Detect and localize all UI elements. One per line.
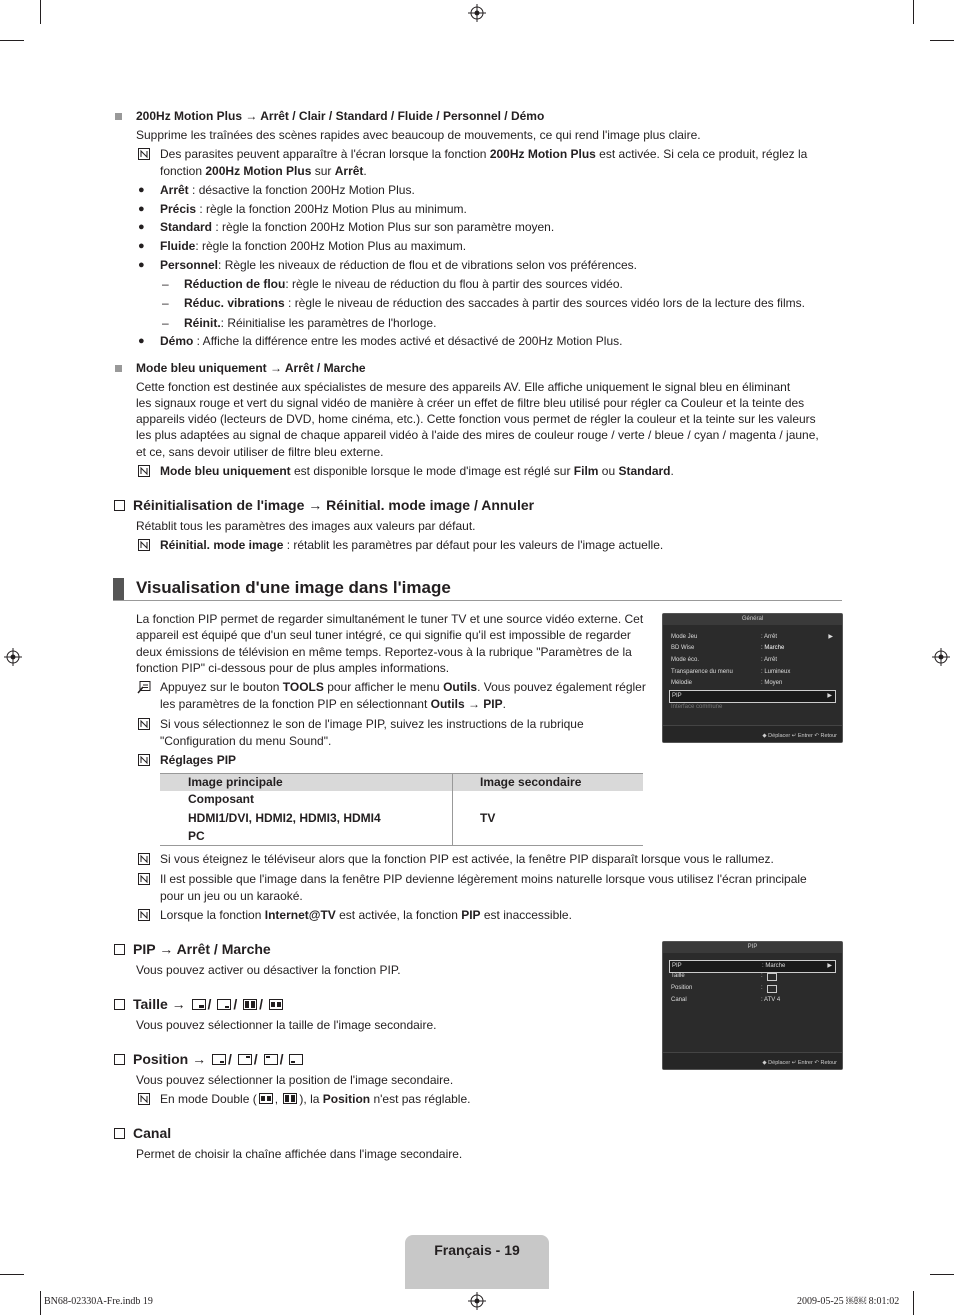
- table-divider: [452, 773, 453, 846]
- position-icon: [767, 985, 777, 993]
- dash-icon: –: [162, 296, 169, 310]
- note-icon: [138, 754, 150, 766]
- list-subitem: Réinit.: Réinitialise les paramètres de l'horloge.: [184, 316, 437, 330]
- note-icon: [138, 853, 150, 865]
- paragraph: et ce, sans devoir utiliser de filtre bleu externe.: [136, 445, 384, 459]
- note-text: Réinitial. mode image : rétablit les paramètres par défaut pour les valeurs de l'image actuelle.: [160, 538, 664, 552]
- dash-icon: –: [162, 277, 169, 291]
- list-item: Démo : Affiche la différence entre les modes activé et désactivé de 200Hz Motion Plus.: [160, 334, 623, 348]
- size-medium-icon: [217, 999, 231, 1010]
- menu-row: Mélodie : Moyen: [671, 680, 783, 686]
- position-bottom-right-icon: [212, 1054, 226, 1065]
- checkbox-icon: [114, 500, 125, 511]
- section-title-blue-mode: Mode bleu uniquement → Arrêt / Marche: [136, 361, 366, 375]
- note-text: pour un jeu ou un karaoké.: [160, 889, 303, 903]
- paragraph: les signaux rouge et vert du signal vidéo de manière à créer un effet de filtre bleu utilisé pour régler ca Couleur et la teinte des: [136, 396, 805, 410]
- menu-row: Interface commune: [671, 704, 723, 710]
- menu-row: Mode Jeu : Arrêt ▶: [669, 632, 836, 643]
- size-icon: [767, 973, 777, 981]
- note-text: "Configuration du menu Sound".: [160, 734, 332, 748]
- list-item: Personnel: Règle les niveaux de réduction de flou et de vibrations selon vos préférences.: [160, 258, 637, 272]
- registration-mark-icon: [468, 1292, 486, 1310]
- list-item: Fluide: règle la fonction 200Hz Motion Plus au maximum.: [160, 239, 467, 253]
- table-header-cell: Image secondaire: [480, 775, 582, 789]
- paragraph: La fonction PIP permet de regarder simultanément le tuner TV et une source vidéo externe. Cet: [136, 612, 644, 626]
- pip-settings-label: Réglages PIP: [160, 753, 237, 767]
- arrow-right-icon: ▶: [828, 634, 833, 640]
- menu-row: Taille :: [669, 971, 836, 982]
- list-item: Standard : règle la fonction 200Hz Motion Plus sur son paramètre moyen.: [160, 220, 555, 234]
- size-double-wide-icon: [259, 1093, 273, 1104]
- registration-mark-icon: [468, 4, 486, 22]
- checkbox-icon: [114, 1128, 125, 1139]
- page-number: Français - 19: [434, 1242, 520, 1258]
- menu-row-selected: PIP : Marche ▶: [669, 960, 836, 973]
- table-cell: PC: [188, 829, 205, 843]
- arrow-right-icon: ▶: [827, 693, 832, 699]
- list-subitem: Réduction de flou: règle le niveau de réduction du flou à partir des sources vidéo.: [184, 277, 623, 291]
- square-bullet-icon: [115, 113, 122, 120]
- paragraph: Rétablit tous les paramètres des images aux valeurs par défaut.: [136, 519, 476, 533]
- checkbox-icon: [114, 944, 125, 955]
- menu-row: Mode éco. : Arrêt: [671, 657, 778, 663]
- table-bottom-rule: [160, 845, 643, 846]
- heading-bar: [113, 578, 124, 600]
- note-text: Mode bleu uniquement est disponible lorsque le mode d'image est réglé sur Film ou Standard.: [160, 464, 674, 478]
- general-menu-screenshot: [662, 613, 843, 743]
- bullet-icon: ●: [138, 259, 145, 271]
- size-double-icon: [283, 1093, 297, 1104]
- note-text: Il est possible que l'image dans la fenêtre PIP devienne légèrement moins naturelle lorsque vous utilisez l'écran principale: [160, 872, 807, 886]
- note-text: fonction 200Hz Motion Plus sur Arrêt.: [160, 164, 367, 178]
- note-icon: [138, 873, 150, 885]
- menu-footer: ◆ Déplacer ↵ Entrer ↶ Retour: [762, 1060, 837, 1066]
- note-icon: [138, 148, 150, 160]
- arrow-right-icon: ▶: [827, 963, 832, 969]
- page-heading: Visualisation d'une image dans l'image: [136, 578, 451, 597]
- table-cell: TV: [480, 811, 496, 825]
- menu-row: Position :: [669, 983, 836, 994]
- heading-rule: [113, 600, 842, 601]
- dash-icon: –: [162, 316, 169, 330]
- note-icon: [138, 465, 150, 477]
- list-item: Précis : règle la fonction 200Hz Motion Plus au minimum.: [160, 202, 467, 216]
- table-cell: HDMI1/DVI, HDMI2, HDMI3, HDMI4: [188, 811, 381, 825]
- menu-row: Canal : ATV 4: [671, 997, 781, 1003]
- tools-text: Appuyez sur le bouton TOOLS pour afficher le menu Outils. Vous pouvez également régler: [160, 680, 646, 694]
- size-double-wide-icon: [269, 999, 283, 1010]
- table-header-cell: Image principale: [188, 775, 283, 789]
- note-icon: [138, 539, 150, 551]
- bullet-icon: ●: [138, 203, 145, 215]
- paragraph: Vous pouvez sélectionner la position de l'image secondaire.: [136, 1073, 454, 1087]
- note-icon: [138, 1093, 150, 1105]
- paragraph: appareils vidéo (lecteurs de DVD, home cinéma, etc.). Cette fonction vous permet de régler la couleur et la teinte sur les valeurs: [136, 412, 816, 426]
- note-text: En mode Double ( , ), la Position n'est pas réglable.: [160, 1092, 471, 1106]
- size-small-icon: [192, 999, 206, 1010]
- square-bullet-icon: [115, 365, 122, 372]
- menu-row-selected: PIP ▶: [669, 690, 836, 703]
- size-double-icon: [243, 999, 257, 1010]
- menu-title: Général: [663, 614, 842, 625]
- position-bottom-left-icon: [289, 1054, 303, 1065]
- subsection-title-size: Taille → / / /: [114, 996, 285, 1012]
- menu-title: PIP: [663, 942, 842, 953]
- bullet-icon: ●: [138, 335, 145, 347]
- paragraph: deux émissions de télévision en même temps. Reportez-vous à la rubrique "Paramètres de la: [136, 645, 632, 659]
- menu-row: Transparence du menu : Lumineux: [671, 669, 791, 675]
- list-item: Arrêt : désactive la fonction 200Hz Motion Plus.: [160, 183, 415, 197]
- paragraph: Permet de choisir la chaîne affichée dans l'image secondaire.: [136, 1147, 463, 1161]
- note-icon: [138, 909, 150, 921]
- bullet-icon: ●: [138, 240, 145, 252]
- section-title-reset: Réinitialisation de l'image → Réinitial. mode image / Annuler: [114, 497, 534, 513]
- paragraph: appareil est équipé que d'un seul tuner intégré, ce qui signifie qu'il est impossible de regarder: [136, 628, 631, 642]
- position-top-right-icon: [238, 1054, 252, 1065]
- menu-footer: ◆ Déplacer ↵ Entrer ↶ Retour: [762, 733, 837, 739]
- table-cell: Composant: [188, 792, 254, 806]
- print-date: 2009-05-25 ￼￼ 8:01:02: [797, 1296, 900, 1307]
- section-title-motion-plus: 200Hz Motion Plus → Arrêt / Clair / Standard / Fluide / Personnel / Démo: [136, 109, 545, 123]
- note-text: Lorsque la fonction Internet@TV est activée, la fonction PIP est inaccessible.: [160, 908, 572, 922]
- menu-row: BD Wise : Marche: [671, 645, 785, 651]
- tools-text: les paramètres de la fonction PIP en sélectionnant Outils → PIP.: [160, 697, 506, 711]
- pip-table: [160, 773, 643, 846]
- file-name: BN68-02330A-Fre.indb 19: [44, 1296, 153, 1307]
- note-text: Si vous éteignez le téléviseur alors que la fonction PIP est activée, la fenêtre PIP disparaît lorsque vous le rallumez.: [160, 852, 774, 866]
- paragraph: Vous pouvez activer ou désactiver la fonction PIP.: [136, 963, 401, 977]
- paragraph: Vous pouvez sélectionner la taille de l'image secondaire.: [136, 1018, 437, 1032]
- subsection-title-position: Position → / / /: [114, 1051, 305, 1067]
- note-text: Si vous sélectionnez le son de l'image PIP, suivez les instructions de la rubrique: [160, 717, 584, 731]
- bullet-icon: ●: [138, 221, 145, 233]
- note-icon: [138, 718, 150, 730]
- paragraph: Cette fonction est destinée aux spécialistes de mesure des appareils AV. Elle affiche uniquement le signal bleu en éliminant: [136, 380, 791, 394]
- checkbox-icon: [114, 999, 125, 1010]
- pip-menu-screenshot: [662, 941, 843, 1070]
- tools-icon: [137, 681, 151, 694]
- position-top-left-icon: [264, 1054, 278, 1065]
- registration-mark-icon: [932, 648, 950, 666]
- list-subitem: Réduc. vibrations : règle le niveau de réduction des saccades à partir des sources vidéo lors de la lecture des films.: [184, 296, 805, 310]
- paragraph: les plus adaptées au signal de chaque appareil vidéo à l'aide des mires de couleur rouge / verte / bleue / cyan / magenta / jaune,: [136, 428, 819, 442]
- paragraph: Supprime les traînées des scènes rapides avec beaucoup de mouvements, ce qui rend l'image plus claire.: [136, 128, 701, 142]
- checkbox-icon: [114, 1054, 125, 1065]
- paragraph: fonction PIP" ci-dessous pour de plus amples informations.: [136, 661, 450, 675]
- subsection-title-pip: PIP → Arrêt / Marche: [114, 941, 271, 957]
- subsection-title-channel: Canal: [114, 1125, 171, 1141]
- bullet-icon: ●: [138, 184, 145, 196]
- registration-mark-icon: [4, 648, 22, 666]
- note-text: Des parasites peuvent apparaître à l'écran lorsque la fonction 200Hz Motion Plus est activée. Si cela ce produit, réglez la: [160, 147, 808, 161]
